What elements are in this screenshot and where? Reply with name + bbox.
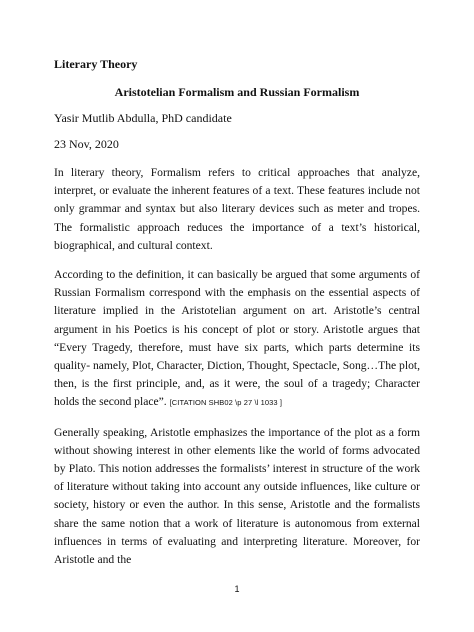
paragraph-2 — [54, 266, 420, 413]
paragraph-1-text: In literary theory, Formalism refers to critical approaches that analyze, interpret, or evaluate the inherent features of a text. These features include not only grammar and syntax but also literary devices such as meter and tropes. The formalistic approach reduces the importance of a text’s historical, biographical, and cultural context. — [54, 166, 420, 252]
course-heading: Literary Theory — [54, 57, 138, 71]
paragraph-1 — [54, 164, 420, 255]
paragraph-3-text: Generally speaking, Aristotle emphasizes the importance of the plot as a form without showing interest in other elements like the world of forms advocated by Plato. This notion addresses the formalists’ interest in structure of the work of literature without taking into account any outside influences, like culture or society, history or even the author. In this sense, Aristotle and the formalists share the same notion that a work of literature is autonomous from external influences in terms of evaluating and interpreting literature. Moreover, for Aristotle and the — [54, 425, 420, 567]
paragraph-2-text: According to the definition, it can basically be argued that some arguments of Russian Formalism correspond with the emphasis on the essential aspects of literature implied in the Aristotelian argument on art. Aristotle’s central argument in his Poetics is his concept of plot or story. Aristotle argues that “Every Tragedy, therefore, must have six parts, which parts determine its quality- namely, Plot, Character, Diction, Thought, Spectacle, Song…The plot, then, is the first principle, and, as it were, the soul of a tragedy; Character holds the second place”. — [54, 268, 420, 409]
document-title: Aristotelian Formalism and Russian Formalism — [114, 85, 360, 99]
date-line: 23 Nov, 2020 — [54, 137, 119, 151]
author-line: Yasir Mutlib Abdulla, PhD candidate — [54, 111, 232, 125]
page-number: 1 — [234, 584, 240, 594]
paragraph-3 — [54, 424, 420, 570]
citation-field: [CITATION SHB02 \p 27 \l 1033 ] — [169, 398, 283, 408]
document-content — [54, 57, 420, 569]
